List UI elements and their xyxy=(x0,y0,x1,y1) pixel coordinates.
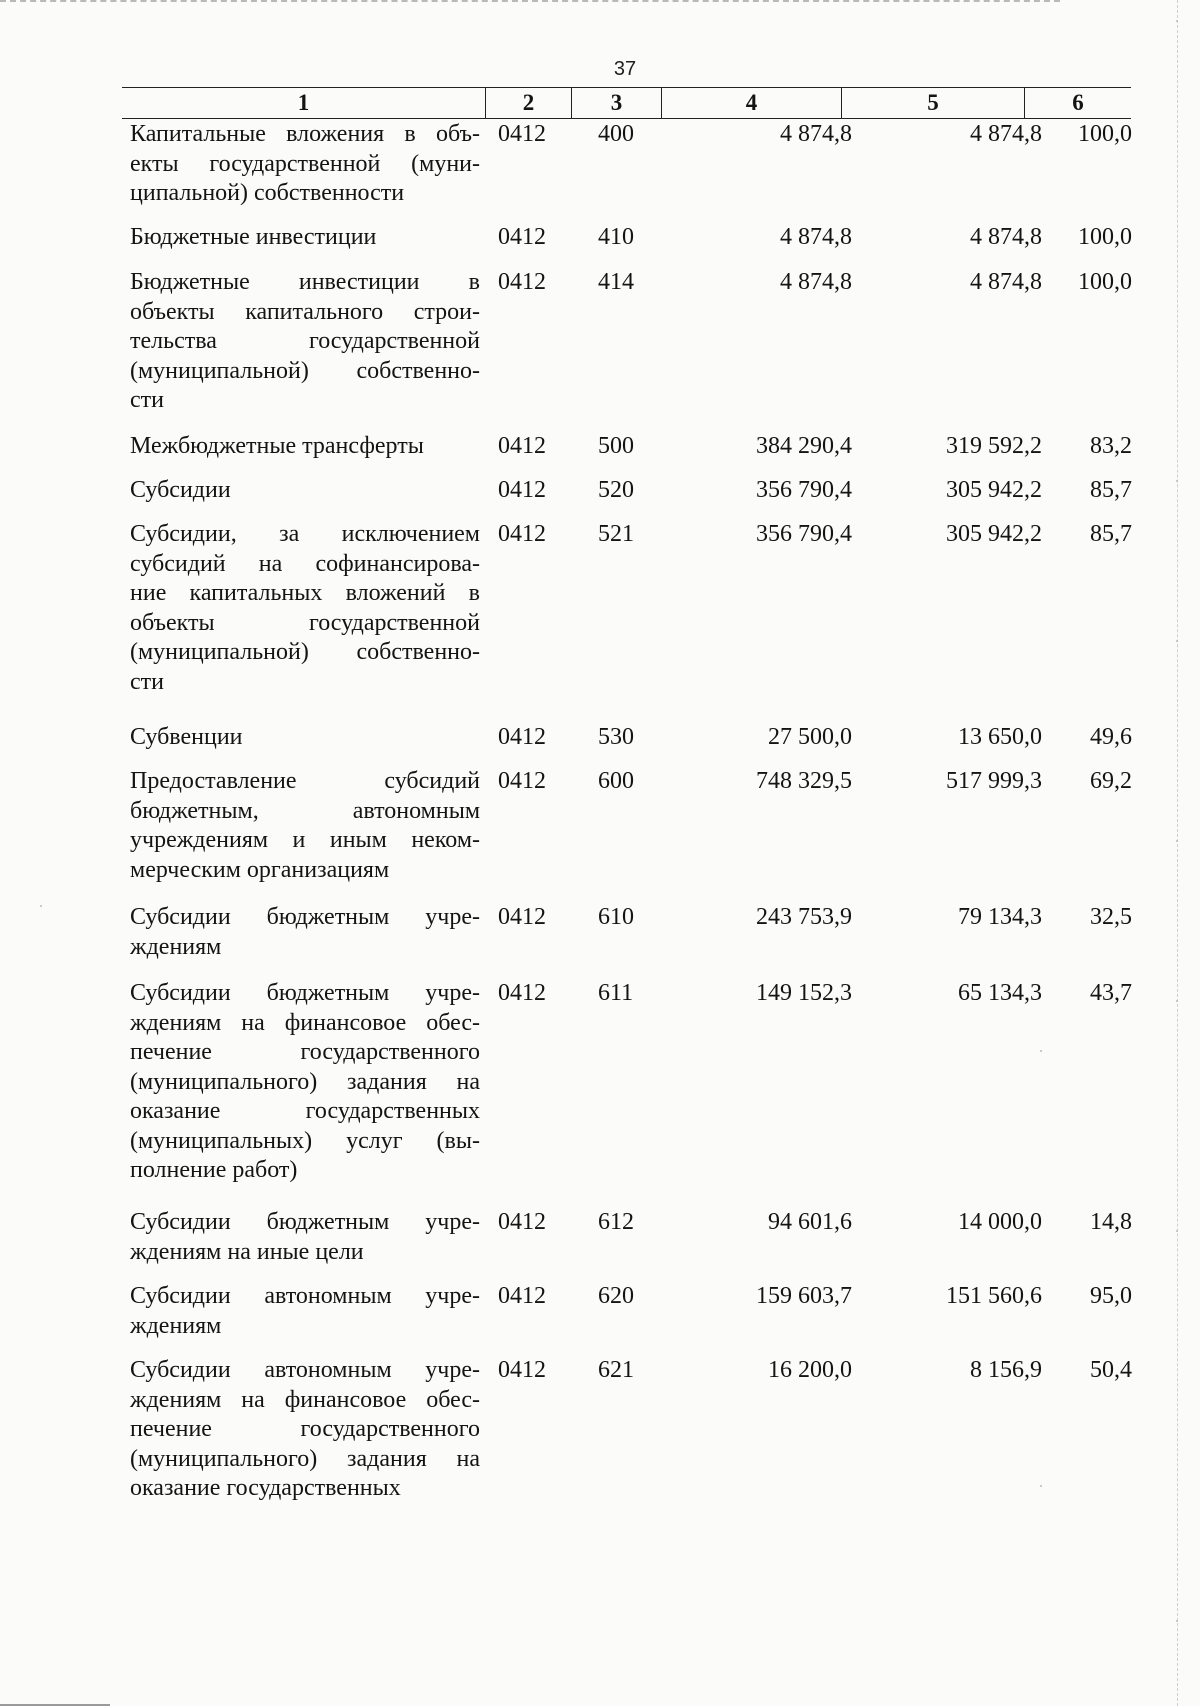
row-name-line: оказание государственных xyxy=(130,1098,480,1124)
scan-speck xyxy=(1176,480,1178,482)
row-name xyxy=(130,120,480,209)
row-plan: 4 874,8 xyxy=(780,121,852,147)
row-name-line: Предоставление субсидий xyxy=(130,768,480,794)
header-col-3: 3 xyxy=(571,88,661,118)
row-fact: 14 000,0 xyxy=(958,1209,1042,1235)
row-name-line: Субсидии бюджетным учре- xyxy=(130,980,480,1006)
row-type: 610 xyxy=(598,904,634,930)
row-fact: 8 156,9 xyxy=(970,1357,1042,1383)
row-type: 611 xyxy=(598,980,634,1006)
row-percent: 49,6 xyxy=(1090,724,1132,750)
row-plan: 356 790,4 xyxy=(756,521,852,547)
row-name xyxy=(130,767,480,885)
page-number: 37 xyxy=(613,58,637,80)
row-percent: 85,7 xyxy=(1090,477,1132,503)
row-code: 0412 xyxy=(498,121,546,147)
row-percent: 100,0 xyxy=(1078,121,1132,147)
row-name xyxy=(130,520,480,697)
scan-speck xyxy=(1040,1485,1042,1487)
scan-speck xyxy=(1176,1000,1178,1002)
row-percent: 100,0 xyxy=(1078,224,1132,250)
row-plan: 94 601,6 xyxy=(768,1209,852,1235)
row-name-line: (муниципального) задания на xyxy=(130,1068,480,1095)
row-name xyxy=(130,1282,480,1341)
row-name-line: ждениям xyxy=(130,1312,222,1339)
row-name-line: ждениям на финансовое обес- xyxy=(130,1009,480,1036)
header-col-1: 1 xyxy=(297,90,310,115)
row-name-line: сти xyxy=(130,668,164,695)
row-type: 414 xyxy=(598,269,634,295)
scan-speck xyxy=(1176,1620,1178,1622)
header-col-4: 4 xyxy=(661,88,841,118)
row-name-line: (муниципальной) собственно- xyxy=(130,639,480,665)
row-code: 0412 xyxy=(498,1357,546,1383)
row-name-line: бюджетным, автономным xyxy=(130,797,480,824)
row-name-line: тельства государственной xyxy=(130,328,480,354)
row-plan: 384 290,4 xyxy=(756,433,852,459)
row-code: 0412 xyxy=(498,224,546,250)
row-fact: 4 874,8 xyxy=(970,269,1042,295)
row-code: 0412 xyxy=(498,433,546,459)
row-type: 612 xyxy=(598,1209,634,1235)
row-fact: 305 942,2 xyxy=(946,477,1042,503)
row-code: 0412 xyxy=(498,904,546,930)
header-col-5: 5 xyxy=(841,88,1024,118)
row-fact: 319 592,2 xyxy=(946,433,1042,459)
row-percent: 14,8 xyxy=(1090,1209,1132,1235)
scan-speck xyxy=(1040,1050,1042,1052)
row-name xyxy=(130,979,480,1186)
row-name-line: Субсидии, за исключением xyxy=(130,521,480,547)
row-name-line: ждениям xyxy=(130,933,222,960)
row-code: 0412 xyxy=(498,269,546,295)
row-name xyxy=(130,476,480,506)
row-percent: 95,0 xyxy=(1090,1283,1132,1309)
header-col-6: 6 xyxy=(1024,88,1131,118)
budget-table xyxy=(122,87,1132,1501)
row-name xyxy=(130,223,480,253)
row-name-line: Бюджетные инвестиции в xyxy=(130,269,480,295)
row-type: 620 xyxy=(598,1283,634,1309)
row-plan: 356 790,4 xyxy=(756,477,852,503)
row-name-line: печение государственного xyxy=(130,1039,480,1065)
row-percent: 85,7 xyxy=(1090,521,1132,547)
row-name-line: ждениям на финансовое обес- xyxy=(130,1386,480,1413)
row-plan: 16 200,0 xyxy=(768,1357,852,1383)
row-type: 600 xyxy=(598,768,634,794)
row-code: 0412 xyxy=(498,1283,546,1309)
row-name-line: Субсидии бюджетным учре- xyxy=(130,1209,480,1235)
row-name-line: ние капитальных вложений в xyxy=(130,580,480,606)
row-name-line: (муниципального) задания на xyxy=(130,1445,480,1472)
row-code: 0412 xyxy=(498,980,546,1006)
row-percent: 43,7 xyxy=(1090,980,1132,1006)
row-name xyxy=(130,1208,480,1267)
row-name-line: Межбюджетные трансферты xyxy=(130,433,424,459)
row-name-line: екты государственной (муни- xyxy=(130,150,480,177)
scan-edge-top xyxy=(0,0,1060,2)
table-header xyxy=(122,87,1131,119)
row-plan: 149 152,3 xyxy=(756,980,852,1006)
scan-speck xyxy=(1176,640,1178,642)
row-name-line: печение государственного xyxy=(130,1416,480,1442)
row-plan: 748 329,5 xyxy=(756,768,852,794)
row-code: 0412 xyxy=(498,724,546,750)
row-name-line: объекты капитального строи- xyxy=(130,298,480,325)
row-fact: 517 999,3 xyxy=(946,768,1042,794)
row-name-line: Субсидии xyxy=(130,477,231,503)
row-name-line: оказание государственных xyxy=(130,1475,401,1501)
row-name-line: мерческим организациям xyxy=(130,856,390,883)
row-fact: 79 134,3 xyxy=(958,904,1042,930)
scan-speck xyxy=(1176,20,1178,22)
row-fact: 305 942,2 xyxy=(946,521,1042,547)
row-name-line: Бюджетные инвестиции xyxy=(130,224,377,250)
row-code: 0412 xyxy=(498,768,546,794)
scan-edge-right xyxy=(1177,0,1178,1706)
row-type: 520 xyxy=(598,477,634,503)
row-name-line: субсидий на софинансирова- xyxy=(130,550,480,577)
row-fact: 4 874,8 xyxy=(970,224,1042,250)
row-name-line: Капитальные вложения в объ- xyxy=(130,121,480,147)
scan-speck xyxy=(1176,840,1178,842)
row-name-line: Субсидии бюджетным учре- xyxy=(130,904,480,930)
row-type: 621 xyxy=(598,1357,634,1383)
row-plan: 27 500,0 xyxy=(768,724,852,750)
row-code: 0412 xyxy=(498,477,546,503)
row-type: 530 xyxy=(598,724,634,750)
row-percent: 32,5 xyxy=(1090,904,1132,930)
row-fact: 4 874,8 xyxy=(970,121,1042,147)
row-type: 521 xyxy=(598,521,634,547)
row-name-line: Субсидии автономным учре- xyxy=(130,1357,480,1383)
row-name xyxy=(130,903,480,962)
row-name-line: объекты государственной xyxy=(130,609,480,636)
row-type: 400 xyxy=(598,121,634,147)
row-name-line: ципальной) собственности xyxy=(130,180,405,206)
row-name xyxy=(130,432,480,462)
scan-speck xyxy=(40,905,42,907)
row-fact: 13 650,0 xyxy=(958,724,1042,750)
header-col-2: 2 xyxy=(485,88,571,118)
row-fact: 151 560,6 xyxy=(946,1283,1042,1309)
row-type: 500 xyxy=(598,433,634,459)
row-plan: 4 874,8 xyxy=(780,269,852,295)
row-fact: 65 134,3 xyxy=(958,980,1042,1006)
row-name-line: (муниципальных) услуг (вы- xyxy=(130,1127,480,1154)
row-percent: 100,0 xyxy=(1078,269,1132,295)
row-name-line: Субсидии автономным учре- xyxy=(130,1283,480,1309)
row-name xyxy=(130,268,480,416)
row-plan: 4 874,8 xyxy=(780,224,852,250)
row-name xyxy=(130,723,480,753)
row-code: 0412 xyxy=(498,521,546,547)
row-plan: 243 753,9 xyxy=(756,904,852,930)
scan-speck xyxy=(1176,1230,1178,1232)
row-name-line: Субвенции xyxy=(130,724,243,750)
row-percent: 83,2 xyxy=(1090,433,1132,459)
row-percent: 50,4 xyxy=(1090,1357,1132,1383)
row-name-line: ждениям на иные цели xyxy=(130,1238,364,1265)
row-name xyxy=(130,1356,480,1504)
row-name-line: полнение работ) xyxy=(130,1157,298,1183)
row-name-line: сти xyxy=(130,387,164,413)
row-type: 410 xyxy=(598,224,634,250)
row-name-line: (муниципальной) собственно- xyxy=(130,357,480,384)
row-name-line: учреждениям и иным неком- xyxy=(130,827,480,853)
row-percent: 69,2 xyxy=(1090,768,1132,794)
row-code: 0412 xyxy=(498,1209,546,1235)
row-plan: 159 603,7 xyxy=(756,1283,852,1309)
